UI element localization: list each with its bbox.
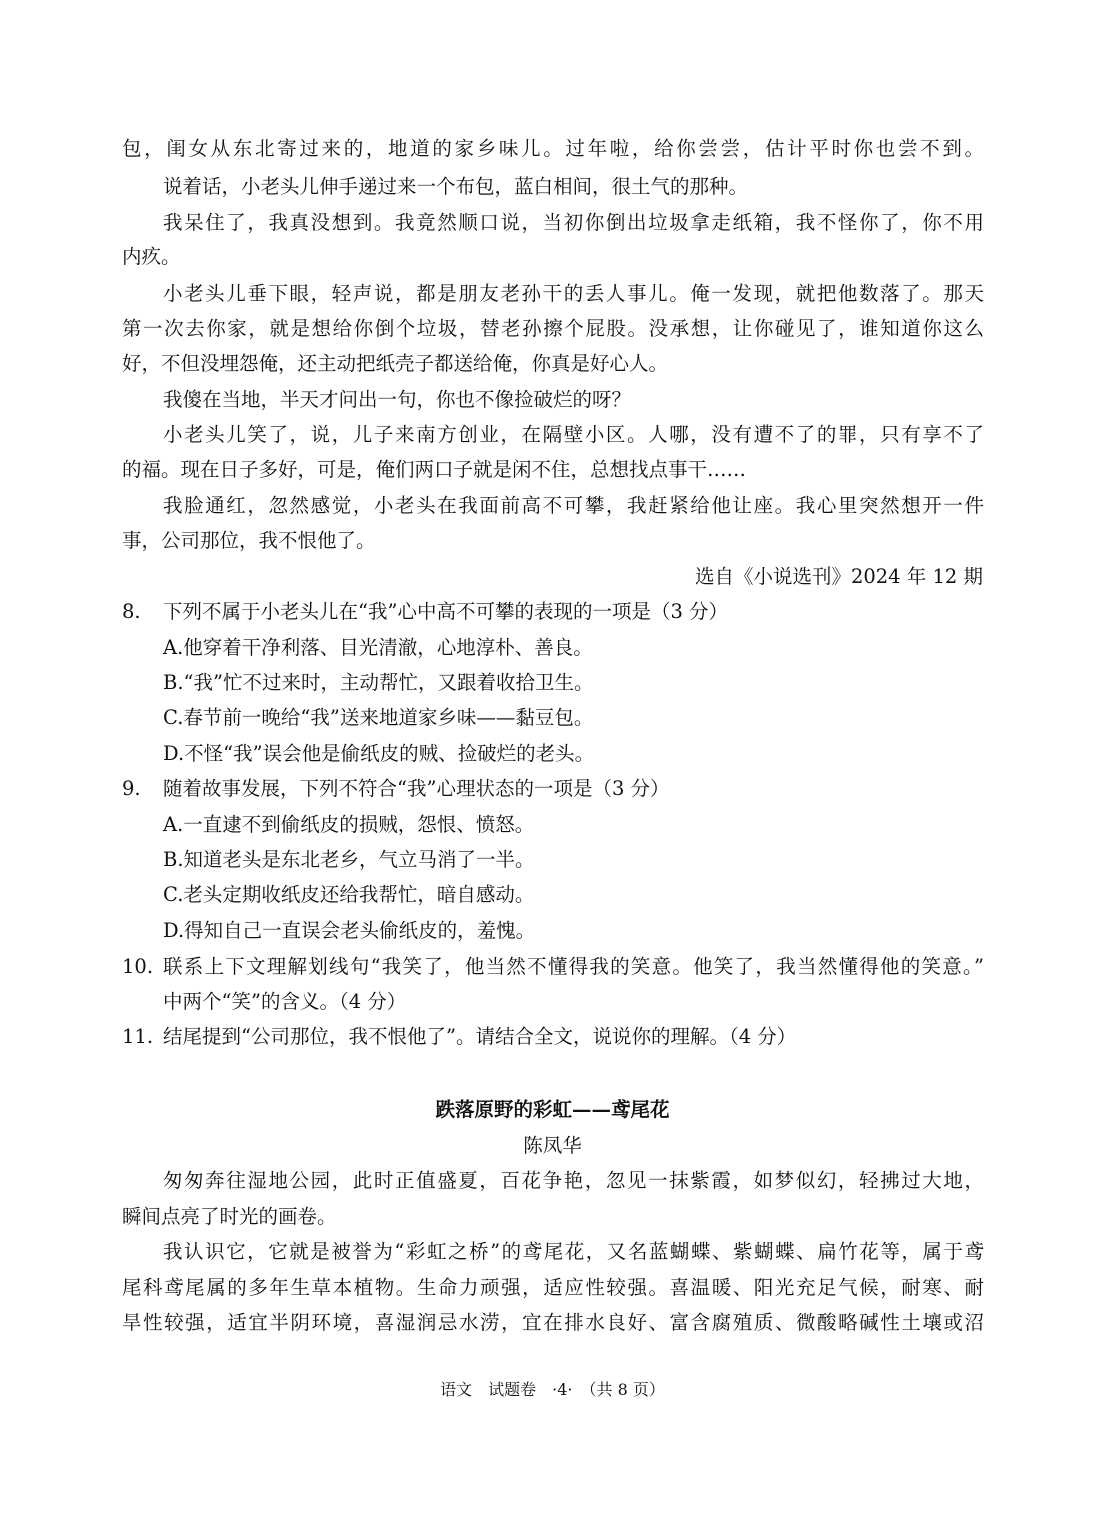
essay-paragraph-line: 尾科鸢尾属的多年生草本植物。生命力顽强，适应性较强。喜温暖、阳光充足气候，耐寒、耐 [122,1276,984,1299]
question-number: 8. [122,600,141,623]
question-stem: 联系上下文理解划线句“我笑了，他当然不懂得我的笑意。他笑了，我当然懂得他的笑意。” [163,955,984,978]
question-number: 9. [122,777,141,800]
story-paragraph-line: 内疚。 [122,245,181,268]
essay-title: 跌落原野的彩虹——鸢尾花 [435,1098,670,1121]
question-stem: 随着故事发展，下列不符合“我”心理状态的一项是（3 分） [163,777,670,800]
question-stem: 中两个“笑”的含义。（4 分） [163,990,407,1013]
story-paragraph-line: 第一次去你家，就是想给你倒个垃圾，替老孙擦个屁股。没承想，让你碰见了，谁知道你这么 [122,317,984,340]
story-paragraph-line: 我脸通红，忽然感觉，小老头在我面前高不可攀，我赶紧给他让座。我心里突然想开一件 [163,494,984,517]
question-option: A.一直逮不到偷纸皮的损贼，怨恨、愤怒。 [163,813,535,836]
question-stem: 结尾提到“公司那位，我不恨他了”。请结合全文，说说你的理解。（4 分） [163,1025,797,1048]
story-paragraph-line: 小老头儿笑了，说，儿子来南方创业，在隔壁小区。人哪，没有遭不了的罪，只有享不了 [163,423,984,446]
essay-paragraph-line: 匆匆奔往湿地公园，此时正值盛夏，百花争艳，忽见一抹紫霞，如梦似幻，轻拂过大地， [163,1169,984,1192]
story-source: 选自《小说选刊》2024 年 12 期 [694,565,983,588]
story-paragraph-line: 我呆住了，我真没想到。我竟然顺口说，当初你倒出垃圾拿走纸箱，我不怪你了，你不用 [163,211,984,234]
essay-paragraph-line: 我认识它，它就是被誉为“彩虹之桥”的鸢尾花，又名蓝蝴蝶、紫蝴蝶、扁竹花等，属于鸢 [163,1240,984,1263]
question-option: C.春节前一晚给“我”送来地道家乡味——黏豆包。 [163,706,594,729]
story-paragraph-line: 的福。现在日子多好，可是，俺们两口子就是闲不住，总想找点事干…… [122,458,747,481]
essay-paragraph-line: 旱性较强，适宜半阴环境，喜湿润忌水涝，宜在排水良好、富含腐殖质、微酸略碱性土壤或沼 [122,1311,984,1334]
question-option: C.老头定期收纸皮还给我帮忙，暗自感动。 [163,883,535,906]
question-option: B.知道老头是东北老乡，气立马消了一半。 [163,848,535,871]
story-paragraph-line: 包，闺女从东北寄过来的，地道的家乡味儿。过年啦，给你尝尝，估计平时你也尝不到。 [122,137,984,160]
essay-author: 陈凤华 [523,1134,582,1157]
question-option: D.不怪“我”误会他是偷纸皮的贼、捡破烂的老头。 [163,742,595,765]
story-paragraph-line: 事，公司那位，我不恨他了。 [122,529,376,552]
question-stem: 下列不属于小老头儿在“我”心中高不可攀的表现的一项是（3 分） [163,600,729,623]
story-paragraph-line: 好，不但没埋怨俺，还主动把纸壳子都送给俺，你真是好心人。 [122,352,669,375]
question-option: A.他穿着干净利落、目光清澈，心地淳朴、善良。 [163,636,593,659]
essay-paragraph-line: 瞬间点亮了时光的画卷。 [122,1205,337,1228]
question-number: 10. [122,955,154,978]
question-option: D.得知自己一直误会老头偷纸皮的，羞愧。 [163,919,536,942]
story-paragraph-line: 我傻在当地，半天才问出一句，你也不像捡破烂的呀？ [163,388,632,411]
question-option: B.“我”忙不过来时，主动帮忙，又跟着收拾卫生。 [163,671,594,694]
question-number: 11. [122,1025,154,1048]
story-paragraph-line: 说着话，小老头儿伸手递过来一个布包，蓝白相间，很土气的那种。 [163,175,749,198]
page-footer: 语文 试题卷 ·4· （共 8 页） [440,1380,665,1399]
story-paragraph-line: 小老头儿垂下眼，轻声说，都是朋友老孙干的丢人事儿。俺一发现，就把他数落了。那天 [163,282,984,305]
